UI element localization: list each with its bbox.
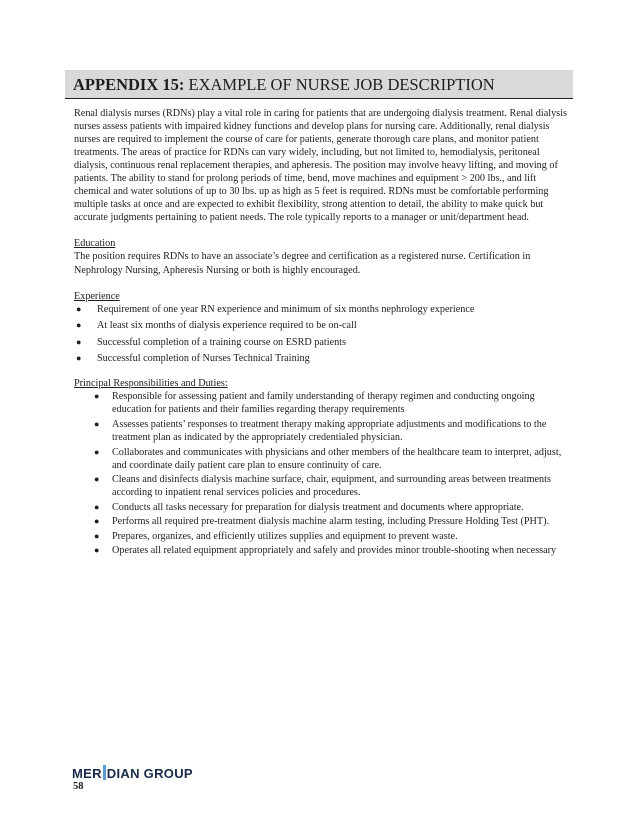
list-item: ● Prepares, organizes, and efficiently utilizes supplies and equipment to prevent waste. [94, 530, 458, 542]
logo-bar-icon [103, 765, 106, 780]
education-heading: Education [74, 238, 116, 250]
list-item: ● Successful completion of Nurses Technical Training [76, 353, 310, 365]
list-item: ● At least six months of dialysis experience required to be on-call [76, 320, 357, 332]
document-body [74, 107, 570, 569]
appendix-label: APPENDIX 15: [73, 75, 185, 94]
responsibilities-section [74, 377, 570, 557]
experience-list [74, 303, 570, 366]
bullet-icon: ● [76, 303, 82, 314]
list-item: ● Collaborates and communicates with physicians and other members of the healthcare team to interpret, adjust, and coordinate daily patient care plan to ensure continuity of care. [94, 446, 562, 471]
experience-heading: Experience [74, 290, 120, 302]
responsibilities-list [74, 390, 570, 557]
list-item: ● Assesses patients’ responses to treatment therapy making appropriate adjustments and modifications to the treatment plan as indicated by the appropriately credentialed physician. [94, 418, 547, 443]
list-item: ● Cleans and disinfects dialysis machine surface, chair, equipment, and surrounding areas between treatments according to inpatient renal services policies and procedures. [94, 474, 551, 499]
education-text: The position requires RDNs to have an associate’s degree and certification as a registered nurse. Certification in Nephrology Nursing, Apheresis Nursing or both is highly encouraged. [74, 251, 531, 276]
list-item: ● Performs all required pre-treatment dialysis machine alarm testing, including Pressure Holding Test (PHT). [94, 516, 550, 528]
bullet-icon: ● [94, 391, 100, 402]
bullet-icon: ● [94, 545, 100, 556]
meridian-group-logo [72, 765, 193, 781]
bullet-icon: ● [94, 418, 100, 429]
bullet-icon: ● [94, 516, 100, 527]
appendix-header [65, 70, 573, 99]
list-item: ● Conducts all tasks necessary for preparation for dialysis treatment and documents where appropriate. [94, 501, 524, 513]
experience-section [74, 290, 570, 366]
list-item: ● Operates all related equipment appropriately and safely and provides minor trouble-shooting when necessary [94, 545, 557, 557]
list-item: ● Successful completion of a training course on ESRD patients [76, 336, 346, 348]
logo-text-left: MER [72, 766, 102, 781]
intro-paragraph: Renal dialysis nurses (RDNs) play a vital role in caring for patients that are undergoing dialysis treatment. Renal dialysis nurses assess patients with impaired kidney functions and develop plans for nursing care. Additionally, renal dialysis nurses are required to implement the course of care for patients, generate thorough care plans, and monitor patient treatments. The areas of practice for RDNs can vary widely, including, but not limited to, hemodialysis, peritoneal dialysis, continuous renal replacement therapies, and apheresis. The position may involve heavy lifting, and moving of patients. The ability to stand for prolong periods of time, bend, move machines and equipment > 200 lbs., and lift chemical and water solutions of up to 30 lbs. up as high as 5 feet is required. RDNs must be comfortable performing multiple tasks at once and are expected to exhibit flexibility, strong attention to detail, the ability to make quick but accurate judgments pertaining to patient needs. The role typically reports to a manager or unit/department head. [74, 108, 567, 224]
bullet-icon: ● [94, 501, 100, 512]
bullet-icon: ● [76, 320, 82, 331]
responsibilities-heading: Principal Responsibilities and Duties: [74, 378, 228, 390]
page-title [73, 75, 495, 95]
bullet-icon: ● [94, 474, 100, 485]
logo-text-right: DIAN GROUP [106, 766, 193, 781]
bullet-icon: ● [94, 446, 100, 457]
bullet-icon: ● [94, 530, 100, 541]
appendix-title: EXAMPLE OF NURSE JOB DESCRIPTION [188, 75, 495, 94]
bullet-icon: ● [76, 353, 82, 364]
list-item: ● Responsible for assessing patient and family understanding of therapy regimen and conducting ongoing education for patients and their families regarding therapy requirements [94, 391, 535, 416]
education-section [74, 237, 570, 276]
bullet-icon: ● [76, 336, 82, 347]
list-item: ● Requirement of one year RN experience and minimum of six months nephrology experience [76, 303, 475, 315]
page-number: 58 [73, 781, 84, 792]
